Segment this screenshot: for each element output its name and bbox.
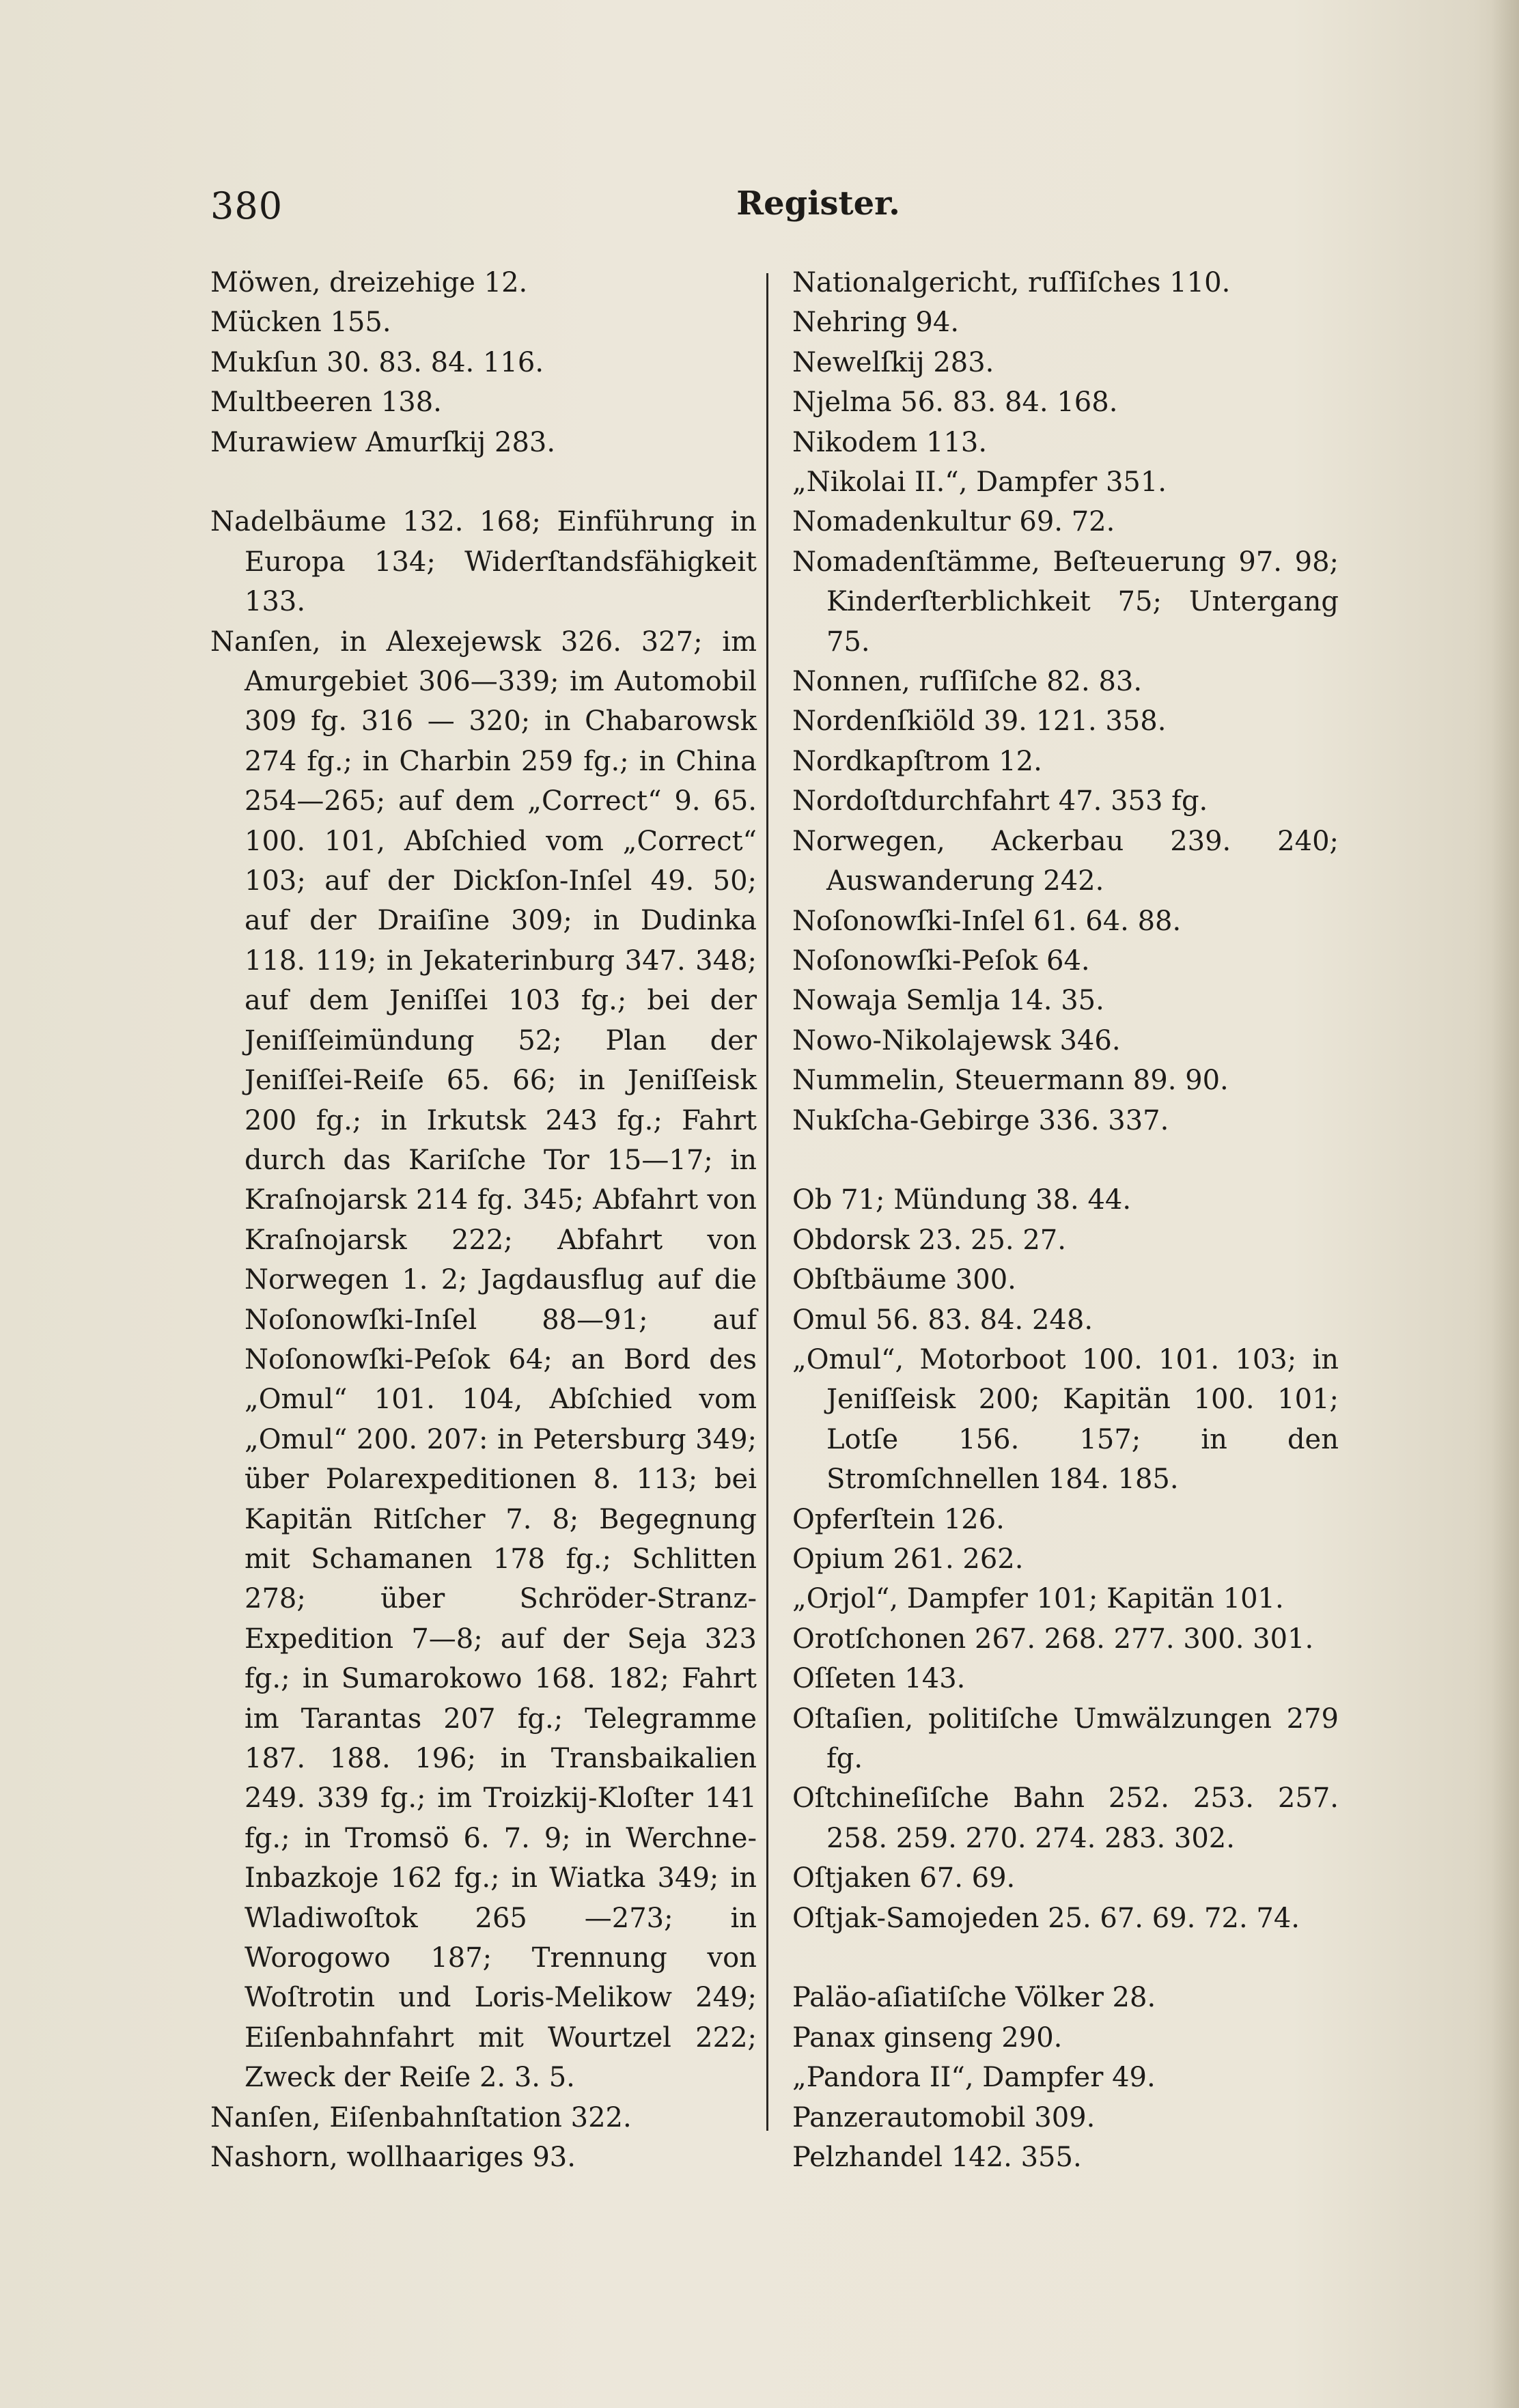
index-entry: Omul 56. 83. 84. 248. bbox=[792, 1304, 1093, 1336]
index-entry: Mukſun 30. 83. 84. 116. bbox=[210, 346, 544, 378]
index-entry: Nanſen, in Alexejewsk 326. 327; im Amurgebiet 306—339; im Automobil 309 fg. 316 — 320; in Chabarowsk 274 fg.; in Charbin 259 fg.; in China 254—265; auf dem „Correct“ 9. 65. 100. 101, Abſchied vom „Correct“ 103; auf der Dickſon-Inſel 49. 50; auf der Draiſine 309; in Dudinka 118. 119; in Jekaterinburg 347. 348; auf dem Jeniſſei 103 fg.; bei der Jeniſſeimündung 52; Plan der Jeniſſei-Reiſe 65. 66; in Jeniſſeisk 200 fg.; in Irkutsk 243 fg.; Fahrt durch das Kariſche Tor 15—17; in Kraſnojarsk 214 fg. 345; Abfahrt von Kraſnojarsk 222; Abfahrt von Norwegen 1. 2; Jagdausflug auf die Noſonowſki-Inſel 88—91; auf Noſonowſki-Peſok 64; an Bord des „Omul“ 101. 104, Abſchied vom „Omul“ 200. 207: in Petersburg 349; über Polarexpeditionen 8. 113; bei Kapitän Ritſcher 7. 8; Begegnung mit Schamanen 178 fg.; Schlitten 278; über Schröder-Stranz-Expedition 7—8; auf der Seja 323 fg.; in Sumarokowo 168. 182; Fahrt im Tarantas 207 fg.; Telegramme 187. 188. 196; in Transbaikalien 249. 339 fg.; im Troizkij-Kloſter 141 fg.; in Tromsö 6. 7. 9; in Werchne-Inbazkoje 162 fg.; in Wiatka 349; in Wladiwoſtok 265 —273; in Worogowo 187; Trennung von Woſtrotin und Loris-Melikow 249; Eiſenbahnfahrt mit Wourtzel 222; Zweck der Reiſe 2. 3. 5. bbox=[210, 626, 757, 2094]
index-entry: Panax ginseng 290. bbox=[792, 2021, 1063, 2054]
index-entry: „Nikolai II.“, Dampfer 351. bbox=[792, 466, 1167, 499]
page-header bbox=[210, 184, 1352, 239]
index-entry: Nomadenſtämme, Beſteuerung 97. 98; Kinderſterblichkeit 75; Untergang 75. bbox=[792, 546, 1339, 658]
index-entry: Nomadenkultur 69. 72. bbox=[792, 506, 1115, 538]
index-entry: Oſtjaken 67. 69. bbox=[792, 1862, 1016, 1894]
index-entry: Orotſchonen 267. 268. 277. 300. 301. bbox=[792, 1623, 1314, 1655]
index-entry: Nordkapſtrom 12. bbox=[792, 745, 1042, 777]
index-entry: Nordoſtdurchfahrt 47. 353 fg. bbox=[792, 785, 1208, 817]
index-entry: Nashorn, wollhaariges 93. bbox=[210, 2142, 576, 2174]
index-entry: Opferſtein 126. bbox=[792, 1503, 1005, 1535]
index-entry: Nehring 94. bbox=[792, 307, 960, 339]
section-gap bbox=[210, 462, 757, 502]
index-entry: Obdorsk 23. 25. 27. bbox=[792, 1224, 1066, 1256]
index-entry: Nummelin, Steuermann 89. 90. bbox=[792, 1065, 1229, 1097]
index-column-left bbox=[210, 263, 757, 2177]
page-number: 380 bbox=[210, 184, 283, 227]
index-entry: Obſtbäume 300. bbox=[792, 1264, 1016, 1296]
index-entry: Nonnen, ruſſiſche 82. 83. bbox=[792, 666, 1143, 698]
index-entry: „Pandora II“, Dampfer 49. bbox=[792, 2062, 1156, 2094]
index-entry: Oſtjak-Samojeden 25. 67. 69. 72. 74. bbox=[792, 1902, 1300, 1934]
index-entry: Mücken 155. bbox=[210, 307, 391, 339]
index-entry: Ob 71; Mündung 38. 44. bbox=[792, 1184, 1132, 1216]
index-entry: Murawiew Amurſkij 283. bbox=[210, 426, 556, 458]
index-entry: Oſſeten 143. bbox=[792, 1663, 966, 1695]
index-entry: Nowaja Semlja 14. 35. bbox=[792, 985, 1104, 1017]
section-gap bbox=[792, 1140, 1339, 1180]
index-entry: Möwen, dreizehige 12. bbox=[210, 267, 528, 298]
index-entry: Noſonowſki-Peſok 64. bbox=[792, 944, 1090, 977]
section-gap bbox=[792, 1938, 1339, 1978]
column-divider bbox=[766, 273, 768, 2131]
index-entry: Opium 261. 262. bbox=[792, 1543, 1024, 1575]
index-entry: Multbeeren 138. bbox=[210, 387, 442, 419]
index-entry: Norwegen, Ackerbau 239. 240; Auswanderung 242. bbox=[792, 825, 1339, 897]
index-entry: Nanſen, Eiſenbahnſtation 322. bbox=[210, 2101, 632, 2133]
index-column-right bbox=[792, 263, 1339, 2177]
index-entry: Panzerautomobil 309. bbox=[792, 2101, 1096, 2133]
index-entry: Noſonowſki-Inſel 61. 64. 88. bbox=[792, 905, 1182, 937]
index-entry: Nukſcha-Gebirge 336. 337. bbox=[792, 1104, 1169, 1136]
index-entry: Nikodem 113. bbox=[792, 426, 988, 458]
index-entry: Pelzhandel 142. 355. bbox=[792, 2142, 1082, 2174]
index-entry: Oſtaſien, politiſche Umwälzungen 279 fg. bbox=[792, 1703, 1339, 1775]
index-entry: Oſtchineſiſche Bahn 252. 253. 257. 258. 259. 270. 274. 283. 302. bbox=[792, 1782, 1339, 1854]
index-entry: Nordenſkiöld 39. 121. 358. bbox=[792, 705, 1167, 738]
index-entry: Paläo-aſiatiſche Völker 28. bbox=[792, 1982, 1156, 2014]
index-entry: Newelſkij 283. bbox=[792, 346, 994, 378]
index-entry: Njelma 56. 83. 84. 168. bbox=[792, 387, 1118, 419]
index-entry: „Orjol“, Dampfer 101; Kapitän 101. bbox=[792, 1583, 1284, 1615]
index-entry: Nadelbäume 132. 168; Einführung in Europa 134; Widerſtandsfähigkeit 133. bbox=[210, 506, 757, 618]
index-entry: Nowo-Nikolajewsk 346. bbox=[792, 1024, 1121, 1056]
index-entry: Nationalgericht, ruſſiſches 110. bbox=[792, 267, 1231, 298]
running-head: Register. bbox=[736, 184, 900, 223]
index-entry: „Omul“, Motorboot 100. 101. 103; in Jeniſſeisk 200; Kapitän 100. 101; Lotſe 156. 157; in den Stromſchnellen 184. 185. bbox=[792, 1343, 1339, 1496]
